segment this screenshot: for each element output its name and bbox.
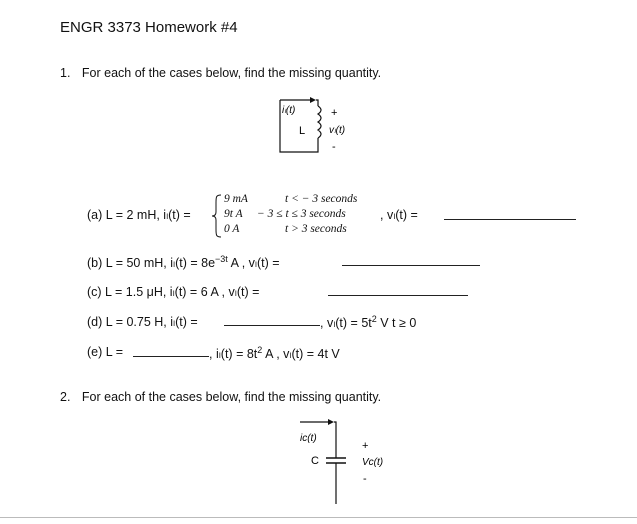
- q1d-after: V t ≥ 0: [376, 316, 417, 330]
- inductor-plus-sign: +: [331, 107, 338, 119]
- q1b-after: A , vₗ(t) =: [227, 256, 280, 270]
- q2-prompt: For each of the cases below, find the missing quantity.: [81, 390, 382, 404]
- q1e-prefix: (e) L =: [87, 345, 124, 359]
- q1-header: [60, 66, 381, 80]
- inductor-top-wire: [316, 100, 318, 106]
- capacitor-label: C: [311, 455, 319, 467]
- inductor-label: L: [299, 125, 306, 137]
- q1c-text: (c) L = 1.5 μH, iₗ(t) = 6 A , vₗ(t) =: [87, 285, 260, 299]
- capacitor-figure: [288, 416, 398, 511]
- q2-number: 2.: [60, 390, 71, 404]
- q1d-prefix: (d) L = 0.75 H, iₗ(t) =: [87, 315, 198, 329]
- q1e-middle: , iₗ(t) = 8t: [209, 347, 258, 361]
- page-title: ENGR 3373 Homework #4: [60, 19, 238, 36]
- capacitor-minus-sign: -: [363, 473, 367, 485]
- case-1-value: 9 mA: [224, 193, 248, 205]
- q1a-answer-blank[interactable]: [444, 207, 576, 220]
- inductor-minus-sign: -: [332, 141, 336, 153]
- q1b-exponent: −3t: [215, 254, 228, 264]
- case-3-value: 0 A: [224, 223, 240, 235]
- case-3-condition: t > 3 seconds: [285, 223, 347, 235]
- cap-current-arrow-head-icon: [328, 419, 334, 425]
- case-1-condition: t < − 3 seconds: [285, 193, 358, 205]
- q1c-answer-blank[interactable]: [328, 283, 468, 296]
- page-bottom-divider: [0, 517, 637, 518]
- q1e-exponent: 2: [257, 345, 263, 355]
- q1e-line: [209, 345, 340, 361]
- q1a-prefix: (a) L = 2 mH, iₗ(t) =: [87, 208, 191, 222]
- q2-header: [60, 390, 381, 404]
- q1d-answer-blank[interactable]: [224, 313, 320, 326]
- capacitor-current-label: iᴄ(t): [300, 433, 317, 444]
- case-2-value: 9t A: [224, 208, 243, 220]
- case-2-condition: − 3 ≤ t ≤ 3 seconds: [257, 208, 346, 220]
- capacitor-plus-sign: +: [362, 440, 369, 452]
- q1-prompt: For each of the cases below, find the missing quantity.: [81, 66, 382, 80]
- q1a-suffix: , vₗ(t) =: [380, 208, 418, 222]
- q1d-line: [320, 314, 416, 330]
- inductor-current-label: iₗ(t): [282, 105, 296, 116]
- q1b-line: [87, 254, 280, 270]
- inductor-coil-icon: [318, 106, 321, 138]
- q1e-answer-blank[interactable]: [133, 344, 209, 357]
- q1b-answer-blank[interactable]: [342, 253, 480, 266]
- piecewise-brace-icon: [211, 193, 223, 239]
- q1d-exponent: 2: [371, 314, 377, 324]
- capacitor-voltage-label: Vᴄ(t): [362, 457, 384, 468]
- capacitor-top-wire: [334, 422, 336, 458]
- q1e-after: A , vₗ(t) = 4t V: [262, 347, 340, 361]
- inductor-figure: [270, 92, 380, 162]
- current-arrow-head-icon: [310, 97, 316, 103]
- q1b-prefix: (b) L = 50 mH, iₗ(t) = 8e: [87, 256, 216, 270]
- q1-number: 1.: [60, 66, 71, 80]
- q1d-middle: , vₗ(t) = 5t: [320, 316, 372, 330]
- inductor-voltage-label: vₗ(t): [329, 125, 346, 136]
